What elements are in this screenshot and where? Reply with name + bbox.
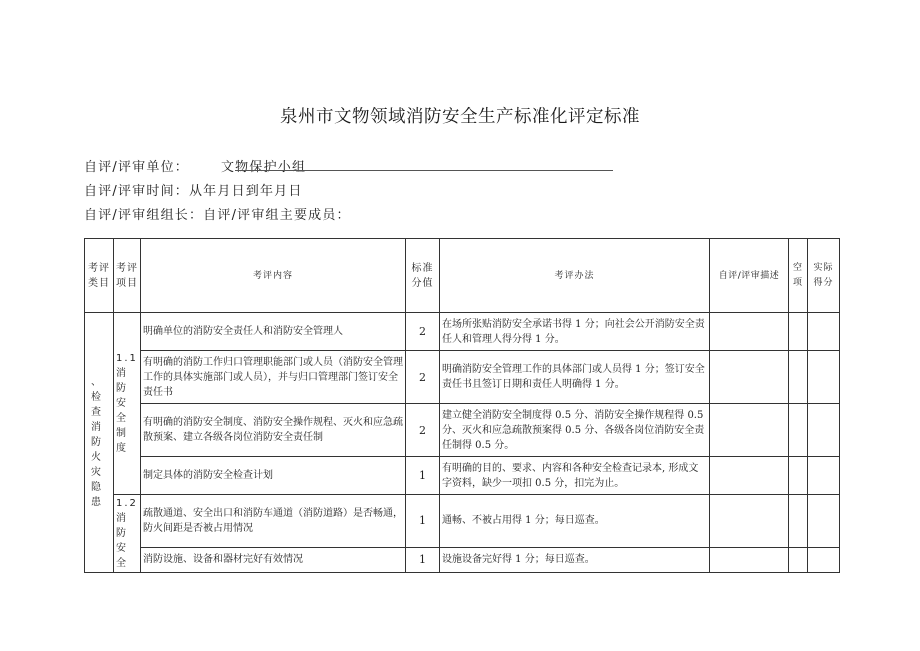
subcategory-1-2: 1.2 消防安全 <box>114 495 141 573</box>
unit-line <box>84 156 306 175</box>
header-actual: 实际得分 <box>808 239 840 313</box>
header-item: 考评项目 <box>114 239 141 313</box>
score-cell: 2 <box>406 313 440 351</box>
page-title: 泉州市文物领域消防安全生产标准化评定标准 <box>280 107 640 127</box>
empty-cell[interactable] <box>789 404 808 457</box>
header-empty: 空项 <box>789 239 808 313</box>
table-row <box>85 313 840 351</box>
content-cell: 制定具体的消防安全检查计划 <box>141 457 406 495</box>
content-cell: 明确单位的消防安全责任人和消防安全管理人 <box>141 313 406 351</box>
score-cell: 1 <box>406 547 440 572</box>
method-cell: 设施设备完好得 1 分；每日巡查。 <box>440 547 710 572</box>
table-row <box>85 404 840 457</box>
desc-cell[interactable] <box>710 457 789 495</box>
header-row <box>85 239 840 313</box>
table-row <box>85 457 840 495</box>
empty-cell[interactable] <box>789 495 808 548</box>
score-cell: 1 <box>406 495 440 548</box>
method-cell: 建立健全消防安全制度得 0.5 分、消防安全操作规程得 0.5 分、灭火和应急疏散预案得 0.5 分、各级各岗位消防安全责任制得 0.5 分。 <box>440 404 710 457</box>
desc-cell[interactable] <box>710 404 789 457</box>
desc-cell[interactable] <box>710 547 789 572</box>
evaluation-table <box>84 238 840 573</box>
header-category: 考评类目 <box>85 239 114 313</box>
score-cell: 2 <box>406 404 440 457</box>
content-cell: 有明确的消防安全制度、消防安全操作规程、灭火和应急疏散预案、建立各级各岗位消防安全责任制 <box>141 404 406 457</box>
table-row <box>85 547 840 572</box>
time-line: 自评/评审时间：从年月日到年月日 <box>84 184 303 199</box>
empty-cell[interactable] <box>789 457 808 495</box>
method-cell: 通畅、不被占用得 1 分；每日巡查。 <box>440 495 710 548</box>
leader-line: 自评/评审组组长：自评/评审组主要成员： <box>84 208 351 223</box>
actual-cell[interactable] <box>808 404 840 457</box>
category-cell: 、检查消防火灾隐患 <box>85 313 114 573</box>
content-cell: 疏散通道、安全出口和消防车通道（消防道路）是否畅通，防火间距是否被占用情况 <box>141 495 406 548</box>
actual-cell[interactable] <box>808 351 840 404</box>
desc-cell[interactable] <box>710 351 789 404</box>
empty-cell[interactable] <box>789 313 808 351</box>
actual-cell[interactable] <box>808 547 840 572</box>
method-cell: 有明确的目的、要求、内容和各种安全检查记录本, 形成文字资料，缺少一项扣 0.5 分，扣完为止。 <box>440 457 710 495</box>
actual-cell[interactable] <box>808 313 840 351</box>
desc-cell[interactable] <box>710 313 789 351</box>
table-row <box>85 495 840 548</box>
empty-cell[interactable] <box>789 351 808 404</box>
method-cell: 在场所张贴消防安全承诺书得 1 分；向社会公开消防安全责任人和管理人得分得 1 分。 <box>440 313 710 351</box>
empty-cell[interactable] <box>789 547 808 572</box>
header-method: 考评办法 <box>440 239 710 313</box>
header-score: 标准分值 <box>406 239 440 313</box>
method-cell: 明确消防安全管理工作的具体部门或人员得 1 分；签订安全责任书且签订日期和责任人明确得 1 分。 <box>440 351 710 404</box>
subcategory-1-1: 1.1 消防安全制度 <box>114 313 141 495</box>
score-cell: 2 <box>406 351 440 404</box>
actual-cell[interactable] <box>808 495 840 548</box>
unit-underline <box>235 170 613 171</box>
content-cell: 消防设施、设备和器材完好有效情况 <box>141 547 406 572</box>
header-content: 考评内容 <box>141 239 406 313</box>
unit-value: 文物保护小组 <box>220 160 307 175</box>
content-cell: 有明确的消防工作归口管理职能部门或人员（消防安全管理工作的具体实施部门或人员），并与归口管理部门签订安全责任书 <box>141 351 406 404</box>
table-row <box>85 351 840 404</box>
score-cell: 1 <box>406 457 440 495</box>
unit-label: 自评/评审单位： <box>84 160 189 175</box>
header-desc: 自评/评审描述 <box>710 239 789 313</box>
desc-cell[interactable] <box>710 495 789 548</box>
actual-cell[interactable] <box>808 457 840 495</box>
